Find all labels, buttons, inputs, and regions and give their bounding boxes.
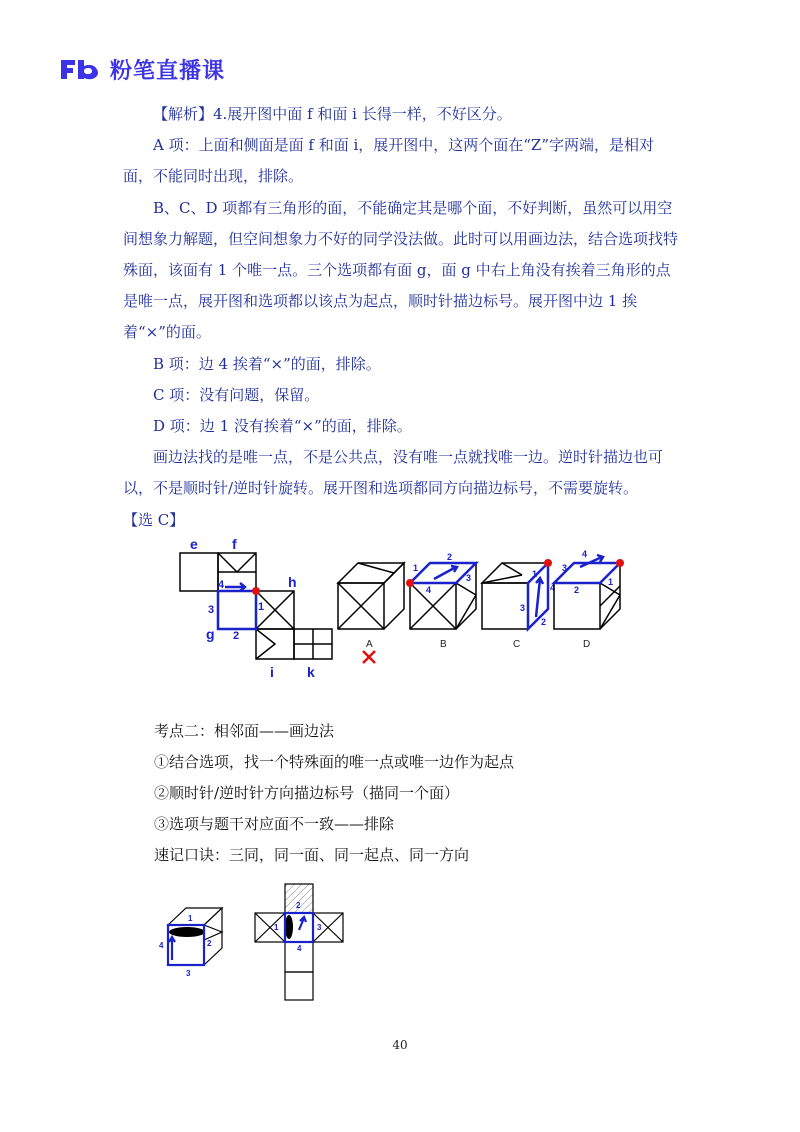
d-edge-3: 3: [562, 563, 568, 573]
net-edge-2: 2: [233, 630, 240, 642]
net-edge-1: 1: [258, 601, 265, 613]
kaodian-item-2: ②顺时针/逆时针方向描边标号（描同一个面）: [154, 784, 460, 802]
cube2-edge-1: 1: [188, 914, 193, 923]
net2-edge-4: 4: [297, 944, 302, 953]
option-a-cube: [338, 563, 404, 629]
face-h-label: h: [288, 574, 297, 590]
kaodian-title: 考点二：相邻面——画边法: [154, 722, 335, 740]
net-edge-3: 3: [208, 604, 215, 616]
d-edge-1: 1: [608, 577, 614, 587]
option-d-label: D: [583, 639, 591, 650]
c-edge-3: 3: [520, 603, 526, 613]
net2-edge-2: 2: [296, 901, 301, 910]
face-k-label: k: [307, 664, 315, 680]
face-e-label: e: [190, 536, 198, 552]
d-edge-4: 4: [582, 549, 588, 559]
kaodian-item-3: ③选项与题干对应面不一致——排除: [154, 815, 395, 833]
brand-name: 粉笔直播课: [110, 58, 226, 84]
analysis-option-d: D 项：边 1 没有挨着“×”的面，排除。: [153, 417, 412, 435]
fenbi-logo-icon: [58, 57, 104, 81]
analysis-summary: 画边法找的是唯一点，不是公共点，没有唯一点就找唯一边。逆时针描边也可以，不是顺时针/逆时针旋转。展开图和选项都同方向描边标号，不需要旋转。: [123, 448, 664, 497]
brand-logo: [58, 56, 225, 82]
cube2-edge-3: 3: [186, 969, 191, 978]
c-edge-1: 1: [532, 569, 538, 579]
edge-method-figure: [150, 880, 370, 1005]
c-edge-2: 2: [541, 617, 547, 627]
analysis-option-b: B 项：边 4 挨着“×”的面，排除。: [153, 355, 381, 373]
kaodian-mnemonic: 速记口诀：三同，同一面、同一起点、同一方向: [154, 846, 470, 864]
b-edge-1: 1: [413, 563, 419, 573]
cube2-edge-4: 4: [159, 941, 164, 950]
option-c-label: C: [513, 639, 521, 650]
analysis-intro: 【解析】4.展开图中面 f 和面 i 长得一样，不好区分。: [153, 105, 512, 123]
option-b-label: B: [440, 639, 447, 650]
analysis-bcd: B、C、D 项都有三角形的面，不能确定其是哪个面，不好判断，虽然可以用空间想象力解题，但空间想象力不好的同学没法做。此时可以用画边法，结合选项找特殊面，该面有 1 个唯一点。三个选项都有面 g，面 g 中右上角没有挨着三角形的点是唯一点，展开图和选项都以该点为起点，顺时针描边标号。展开图中边 1 挨着“×”的面。: [123, 199, 679, 341]
face-f-label: f: [232, 536, 237, 552]
answer-label: 【选 C】: [123, 511, 185, 529]
b-edge-4: 4: [426, 585, 432, 595]
d-edge-2: 2: [574, 585, 580, 595]
page-number: 40: [392, 1038, 408, 1052]
b-edge-3: 3: [466, 573, 472, 583]
cube2-edge-2: 2: [207, 939, 212, 948]
c-edge-4: 4: [550, 583, 556, 593]
wrong-mark-icon: [363, 651, 375, 663]
b-edge-2: 2: [447, 552, 453, 562]
analysis-option-c: C 项：没有问题，保留。: [153, 386, 320, 404]
net2-edge-1: 1: [274, 923, 279, 932]
cube-net-figure: [170, 535, 640, 685]
face-i-label: i: [270, 664, 274, 680]
analysis-option-a: A 项：上面和侧面是面 f 和面 i，展开图中，这两个面在“Z”字两端，是相对面，不能同时出现，排除。: [123, 136, 655, 185]
option-a-label: A: [366, 639, 373, 650]
net2-edge-3: 3: [317, 923, 322, 932]
net-edge-4: 4: [218, 579, 225, 591]
kaodian-item-1: ①结合选项，找一个特殊面的唯一点或唯一边作为起点: [154, 753, 515, 771]
face-g-label: g: [206, 626, 215, 642]
